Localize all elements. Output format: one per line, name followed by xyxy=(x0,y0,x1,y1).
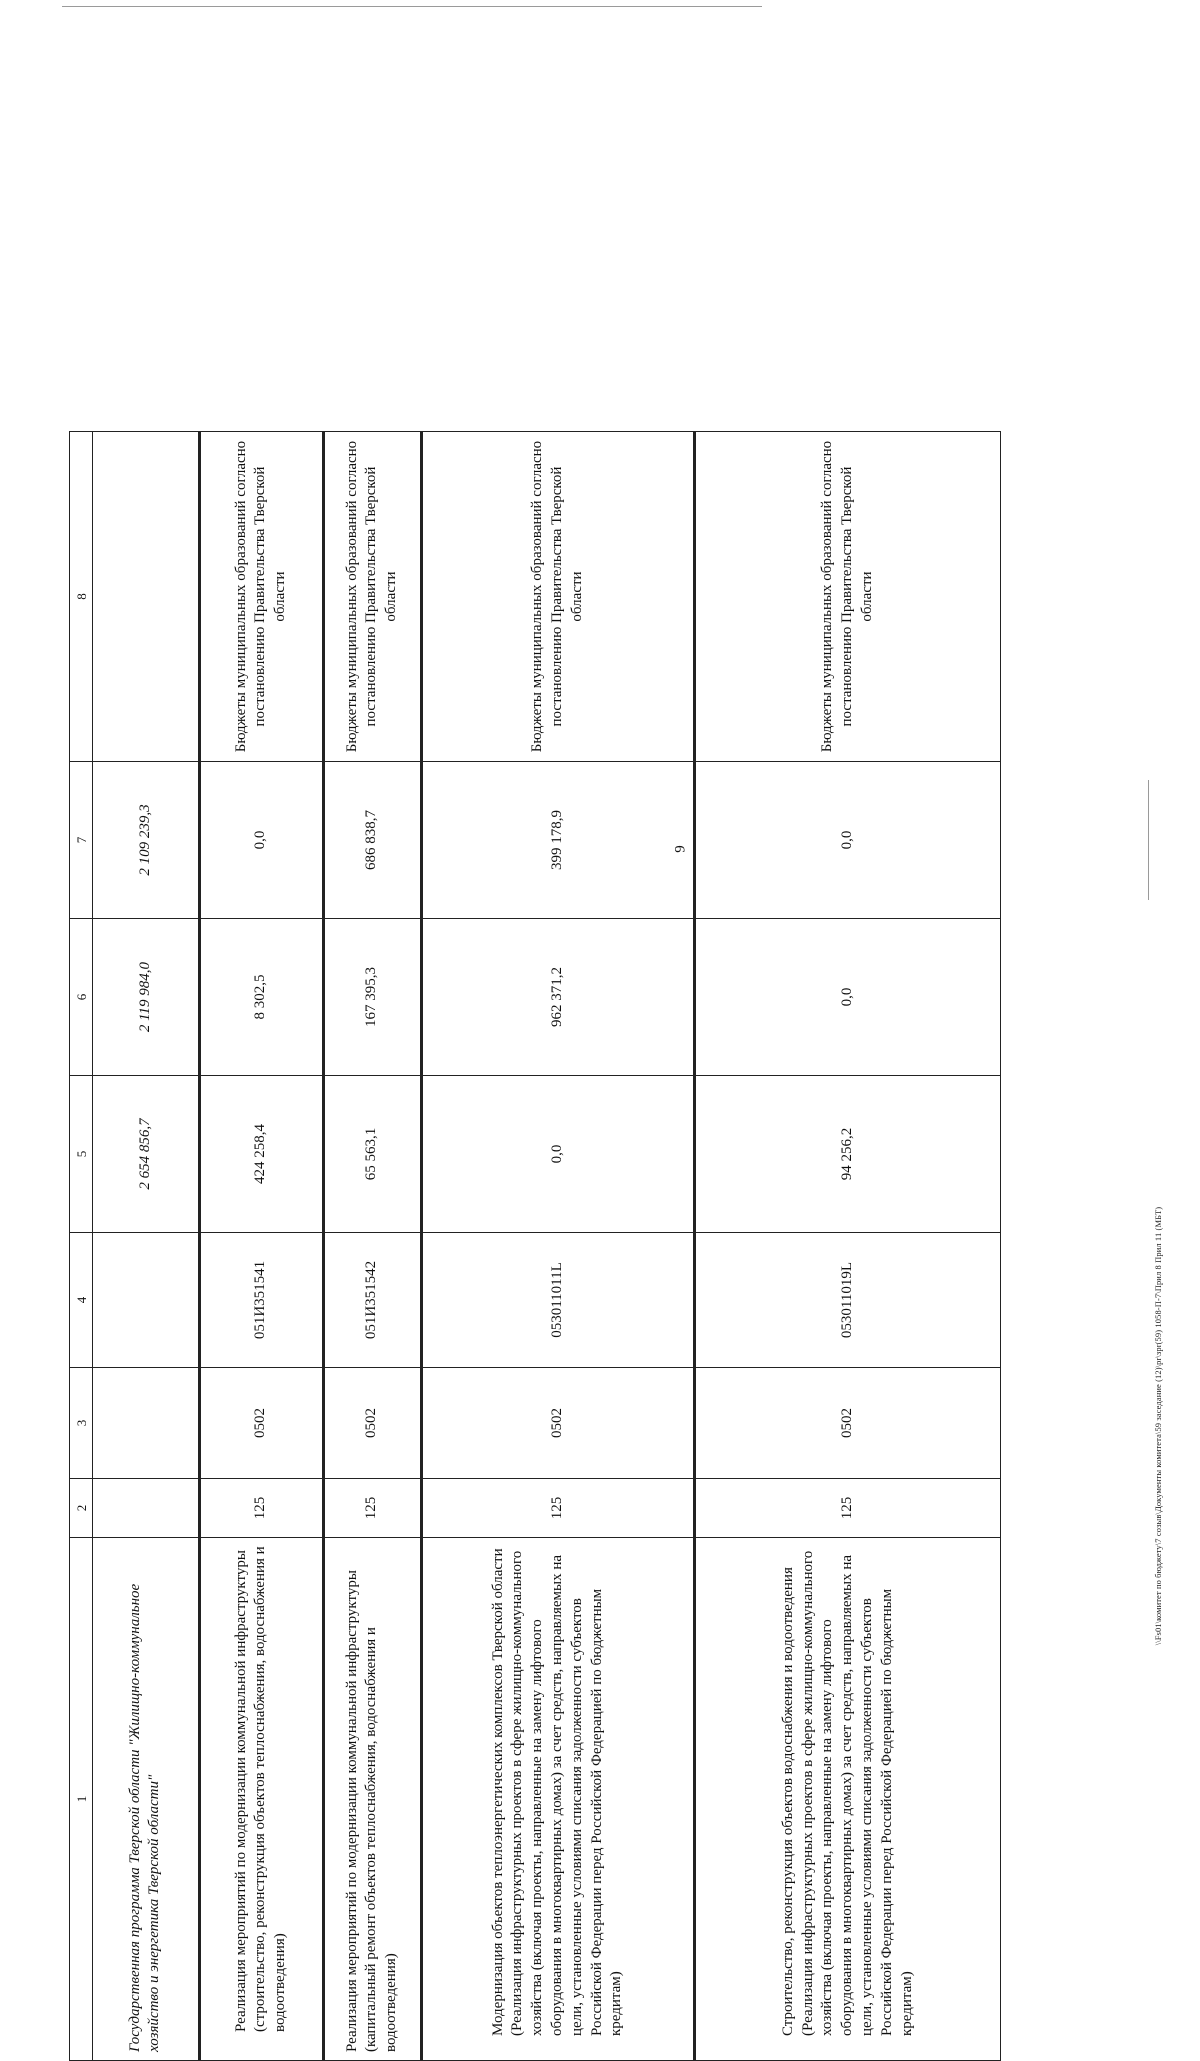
amount-year-1: 0,0 xyxy=(421,1076,694,1233)
measure-name: Строительство, реконструкция объектов водоснабжения и водоотведения (Реализация инфраструктурных проектов в сфере жилищно-коммунального хозяйства (включая проекты, направленные на замену лифтового оборудования в многоквартирных домах) за счет средств, направляемых на цели, установленные условиями списания задолженности субъектов Российской Федерации перед Российской Федерацией по бюджетным кредитам) xyxy=(695,1538,1001,2061)
column-number: 4 xyxy=(70,1233,93,1368)
file-path-footer: \\Fs01\комитет по бюджету\7 созыв\Документы комитета\59 заседание (12)\pr\зрr(59) 1058-П-7\Прил 8 Прил 11 (МБТ) xyxy=(1153,1206,1163,1646)
admin-code: 125 xyxy=(695,1479,1001,1538)
amount-year-1: 65 563,1 xyxy=(323,1076,421,1233)
amount-year-1: 424 258,4 xyxy=(199,1076,323,1233)
amount-year-3: 0,0 xyxy=(695,762,1001,919)
program-name: Государственная программа Тверской области "Жилищно-коммунальное хозяйство и энергетика Тверской области" xyxy=(93,1538,199,2061)
column-number: 5 xyxy=(70,1076,93,1233)
column-number: 8 xyxy=(70,432,93,762)
admin-code: 125 xyxy=(199,1479,323,1538)
amount-year-2: 167 395,3 xyxy=(323,919,421,1076)
amount-year-3: 0,0 xyxy=(199,762,323,919)
column-number: 2 xyxy=(70,1479,93,1538)
rotated-table-container xyxy=(69,431,1001,2061)
amount-year-3: 399 178,9 xyxy=(421,762,694,919)
target-code xyxy=(93,1233,199,1368)
table-row xyxy=(199,432,323,2061)
section-code: 0502 xyxy=(199,1368,323,1479)
admin-code: 125 xyxy=(421,1479,694,1538)
column-number: 3 xyxy=(70,1368,93,1479)
section-code: 0502 xyxy=(323,1368,421,1479)
amount-year-3: 686 838,7 xyxy=(323,762,421,919)
scan-artifact-line xyxy=(1148,780,1149,900)
amount-year-2: 962 371,2 xyxy=(421,919,694,1076)
admin-code: 125 xyxy=(323,1479,421,1538)
column-number: 1 xyxy=(70,1538,93,2061)
page-number: 9 xyxy=(672,845,689,853)
recipient: Бюджеты муниципальных образований согласно постановлению Правительства Тверской области xyxy=(199,432,323,762)
amount-year-2: 2 119 984,0 xyxy=(93,919,199,1076)
amount-year-1: 2 654 856,7 xyxy=(93,1076,199,1233)
section-code: 0502 xyxy=(695,1368,1001,1479)
budget-table xyxy=(69,431,1001,2061)
recipient: Бюджеты муниципальных образований согласно постановлению Правительства Тверской области xyxy=(323,432,421,762)
amount-year-2: 8 302,5 xyxy=(199,919,323,1076)
recipient: Бюджеты муниципальных образований согласно постановлению Правительства Тверской области xyxy=(695,432,1001,762)
target-code: 051И351541 xyxy=(199,1233,323,1368)
amount-year-3: 2 109 239,3 xyxy=(93,762,199,919)
target-code: 051И351542 xyxy=(323,1233,421,1368)
column-number: 7 xyxy=(70,762,93,919)
measure-name: Реализация мероприятий по модернизации коммунальной инфраструктуры (капитальный ремонт объектов теплоснабжения, водоснабжения и водоотведения) xyxy=(323,1538,421,2061)
table-row xyxy=(323,432,421,2061)
column-number-row xyxy=(70,432,93,2061)
recipient xyxy=(93,432,199,762)
table-row xyxy=(421,432,694,2061)
section-code: 0502 xyxy=(421,1368,694,1479)
scan-artifact-line xyxy=(62,6,762,7)
measure-name: Модернизация объектов теплоэнергетических комплексов Тверской области (Реализация инфраструктурных проектов в сфере жилищно-коммунального хозяйства (включая проекты, направленные на замену лифтового оборудования в многоквартирных домах) за счет средств, направляемых на цели, установленные условиями списания задолженности субъектов Российской Федерации перед Российской Федерацией по бюджетным кредитам) xyxy=(421,1538,694,2061)
table-row xyxy=(695,432,1001,2061)
section-code xyxy=(93,1368,199,1479)
target-code: 053011011L xyxy=(421,1233,694,1368)
table-row-program-total xyxy=(93,432,199,2061)
admin-code xyxy=(93,1479,199,1538)
amount-year-2: 0,0 xyxy=(695,919,1001,1076)
measure-name: Реализация мероприятий по модернизации коммунальной инфраструктуры (строительство, реконструкция объектов теплоснабжения, водоснабжения и водоотведения) xyxy=(199,1538,323,2061)
column-number: 6 xyxy=(70,919,93,1076)
recipient: Бюджеты муниципальных образований согласно постановлению Правительства Тверской области xyxy=(421,432,694,762)
amount-year-1: 94 256,2 xyxy=(695,1076,1001,1233)
target-code: 053011019L xyxy=(695,1233,1001,1368)
